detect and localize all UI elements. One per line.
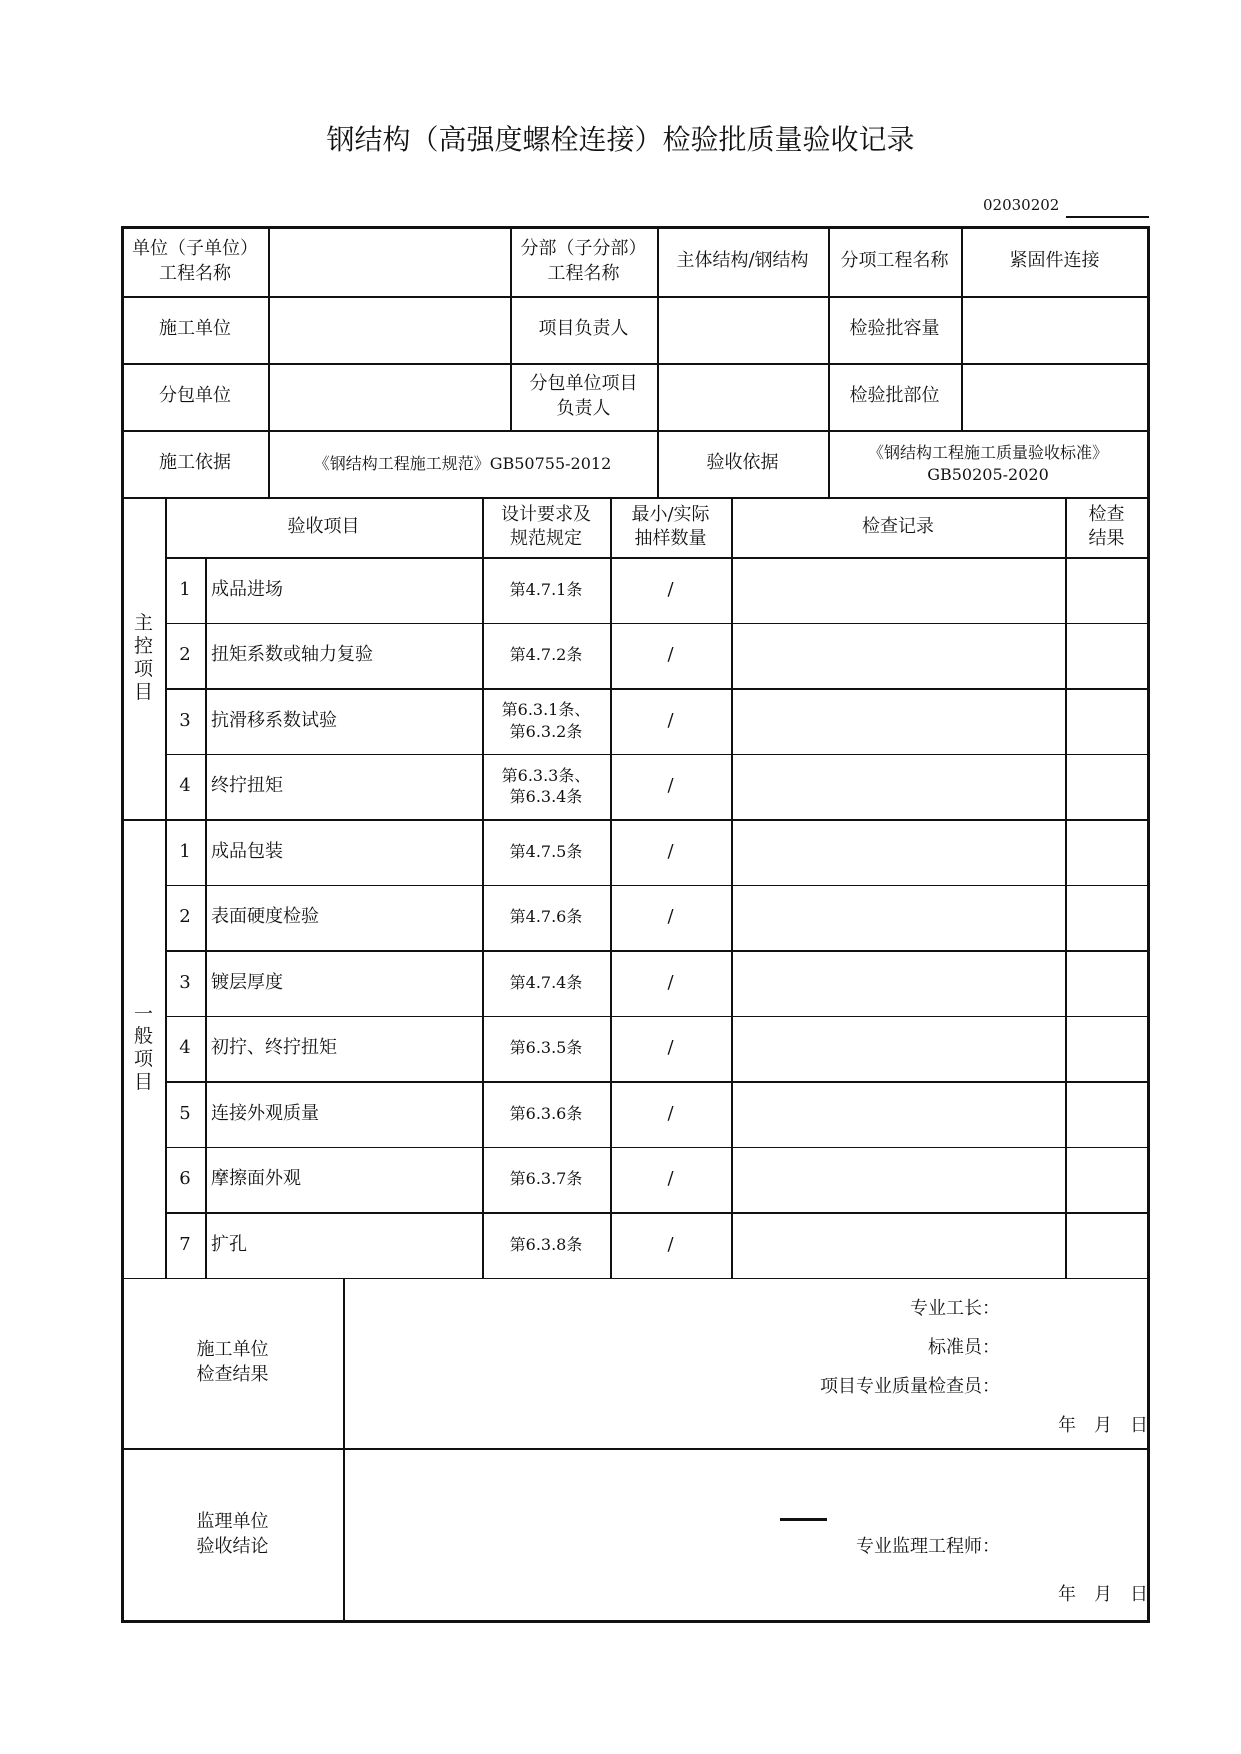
document-code: 02030202 xyxy=(983,196,1060,214)
row-check-result xyxy=(1065,819,1148,885)
sub-project-manager-label: 分包单位项目 负责人 xyxy=(529,373,638,419)
row-check-result xyxy=(1065,754,1148,820)
row-item-name: 表面硬度检验 xyxy=(211,906,319,928)
row-item-name: 扭矩系数或轴力复验 xyxy=(211,644,373,666)
batch-location-value xyxy=(961,363,1148,430)
construction-check-date: 年 月 日 xyxy=(1058,1414,1148,1436)
row-check-result xyxy=(1065,1016,1148,1082)
row-check-record xyxy=(731,819,1065,885)
main-control-group-label: 主 控 项 目 xyxy=(133,612,153,703)
quality-inspector-label: 项目专业质量检查员： xyxy=(820,1375,1000,1397)
row-number: 7 xyxy=(179,1233,191,1255)
row-sample-count: / xyxy=(667,1168,674,1190)
batch-capacity-value xyxy=(961,296,1148,363)
subitem-name-value: 紧固件连接 xyxy=(1009,250,1100,272)
division-name-label: 分部（子分部） 工程名称 xyxy=(520,238,647,284)
row-number: 4 xyxy=(179,775,191,797)
row-number: 3 xyxy=(179,971,191,993)
batch-capacity-label: 检验批容量 xyxy=(849,318,940,340)
row-check-result xyxy=(1065,885,1148,951)
row-item-name: 成品包装 xyxy=(211,840,283,862)
column-sample-header: 最小/实际 抽样数量 xyxy=(631,503,710,549)
row-check-result xyxy=(1065,1081,1148,1147)
row-sample-count: / xyxy=(667,1037,674,1059)
row-sample-count: / xyxy=(667,906,674,928)
row-number: 1 xyxy=(179,840,191,862)
row-check-record xyxy=(731,754,1065,820)
row-spec-clause: 第6.3.3条、 第6.3.4条 xyxy=(501,765,591,807)
supervision-date: 年 月 日 xyxy=(1058,1583,1148,1605)
row-check-result xyxy=(1065,1212,1148,1278)
row-spec-clause: 第4.7.6条 xyxy=(509,907,583,927)
row-check-record xyxy=(731,1081,1065,1147)
row-check-record xyxy=(731,950,1065,1016)
row-check-result xyxy=(1065,1147,1148,1213)
row-item-name: 摩擦面外观 xyxy=(211,1168,301,1190)
row-item-name: 成品进场 xyxy=(211,578,283,600)
batch-location-label: 检验批部位 xyxy=(849,385,940,407)
row-item-name: 扩孔 xyxy=(211,1233,247,1255)
row-spec-clause: 第4.7.4条 xyxy=(509,972,583,992)
document-code-fill-line xyxy=(1066,216,1149,218)
row-check-record xyxy=(731,1016,1065,1082)
row-number: 4 xyxy=(179,1037,191,1059)
row-sample-count: / xyxy=(667,840,674,862)
row-check-record xyxy=(731,557,1065,623)
row-sample-count: / xyxy=(667,644,674,666)
construction-basis-label: 施工依据 xyxy=(159,452,231,474)
row-spec-clause: 第6.3.5条 xyxy=(509,1038,583,1058)
construction-basis-value: 《钢结构工程施工规范》GB50755-2012 xyxy=(313,453,612,473)
row-item-name: 抗滑移系数试验 xyxy=(211,709,337,731)
row-number: 1 xyxy=(179,578,191,600)
standards-officer-label: 标准员： xyxy=(928,1336,1000,1358)
page-title: 钢结构（高强度螺栓连接）检验批质量验收记录 xyxy=(326,123,915,156)
row-number: 2 xyxy=(179,644,191,666)
construction-check-label: 施工单位 检查结果 xyxy=(196,1339,269,1385)
row-check-record xyxy=(731,688,1065,754)
unit-name-value xyxy=(268,227,510,296)
row-check-result xyxy=(1065,557,1148,623)
sub-project-manager-value xyxy=(657,363,828,430)
column-result-header: 检查 结果 xyxy=(1088,503,1125,549)
contractor-value xyxy=(268,296,510,363)
row-sample-count: / xyxy=(667,578,674,600)
row-number: 5 xyxy=(179,1102,191,1124)
row-spec-clause: 第4.7.1条 xyxy=(509,579,583,599)
subcontractor-label: 分包单位 xyxy=(159,385,231,407)
supervising-engineer-label: 专业监理工程师： xyxy=(856,1535,1000,1557)
project-manager-label: 项目负责人 xyxy=(538,318,629,340)
row-check-result xyxy=(1065,950,1148,1016)
row-item-name: 镀层厚度 xyxy=(211,971,283,993)
column-spec-header: 设计要求及 规范规定 xyxy=(501,503,591,549)
row-check-result xyxy=(1065,623,1148,689)
acceptance-basis-value: 《钢结构工程施工质量验收标准》 GB50205-2020 xyxy=(867,442,1108,484)
row-spec-clause: 第4.7.5条 xyxy=(509,841,583,861)
supervision-conclusion-label: 监理单位 验收结论 xyxy=(196,1511,269,1557)
row-check-record xyxy=(731,1147,1065,1213)
general-group-label: 一 般 项 目 xyxy=(133,1002,153,1094)
row-item-name: 连接外观质量 xyxy=(211,1102,319,1124)
row-number: 3 xyxy=(179,709,191,731)
row-spec-clause: 第6.3.6条 xyxy=(509,1103,583,1123)
foreman-signature-label: 专业工长： xyxy=(910,1297,1000,1319)
row-item-name: 终拧扭矩 xyxy=(211,775,283,797)
row-number: 2 xyxy=(179,906,191,928)
column-record-header: 检查记录 xyxy=(862,515,934,537)
row-sample-count: / xyxy=(667,1102,674,1124)
subcontractor-value xyxy=(268,363,510,430)
row-sample-count: / xyxy=(667,1233,674,1255)
row-spec-clause: 第6.3.7条 xyxy=(509,1169,583,1189)
project-manager-value xyxy=(657,296,828,363)
row-sample-count: / xyxy=(667,971,674,993)
row-check-record xyxy=(731,885,1065,951)
column-item-header: 验收项目 xyxy=(287,515,360,537)
row-check-record xyxy=(731,1212,1065,1278)
row-check-record xyxy=(731,623,1065,689)
row-item-name: 初拧、终拧扭矩 xyxy=(211,1037,337,1059)
row-spec-clause: 第6.3.1条、 第6.3.2条 xyxy=(501,700,591,741)
row-check-result xyxy=(1065,688,1148,754)
division-name-value: 主体结构/钢结构 xyxy=(676,250,809,272)
unit-name-label: 单位（子单位） 工程名称 xyxy=(132,238,258,284)
signature-dash-mark xyxy=(780,1518,827,1521)
row-sample-count: / xyxy=(667,775,674,797)
subitem-name-label: 分项工程名称 xyxy=(840,250,949,272)
signature-col-line xyxy=(343,1278,345,1622)
contractor-label: 施工单位 xyxy=(159,318,231,340)
row-spec-clause: 第6.3.8条 xyxy=(509,1234,583,1254)
row-sample-count: / xyxy=(667,709,674,731)
row-spec-clause: 第4.7.2条 xyxy=(509,645,583,665)
row-number: 6 xyxy=(179,1168,191,1190)
acceptance-basis-label: 验收依据 xyxy=(706,452,779,474)
